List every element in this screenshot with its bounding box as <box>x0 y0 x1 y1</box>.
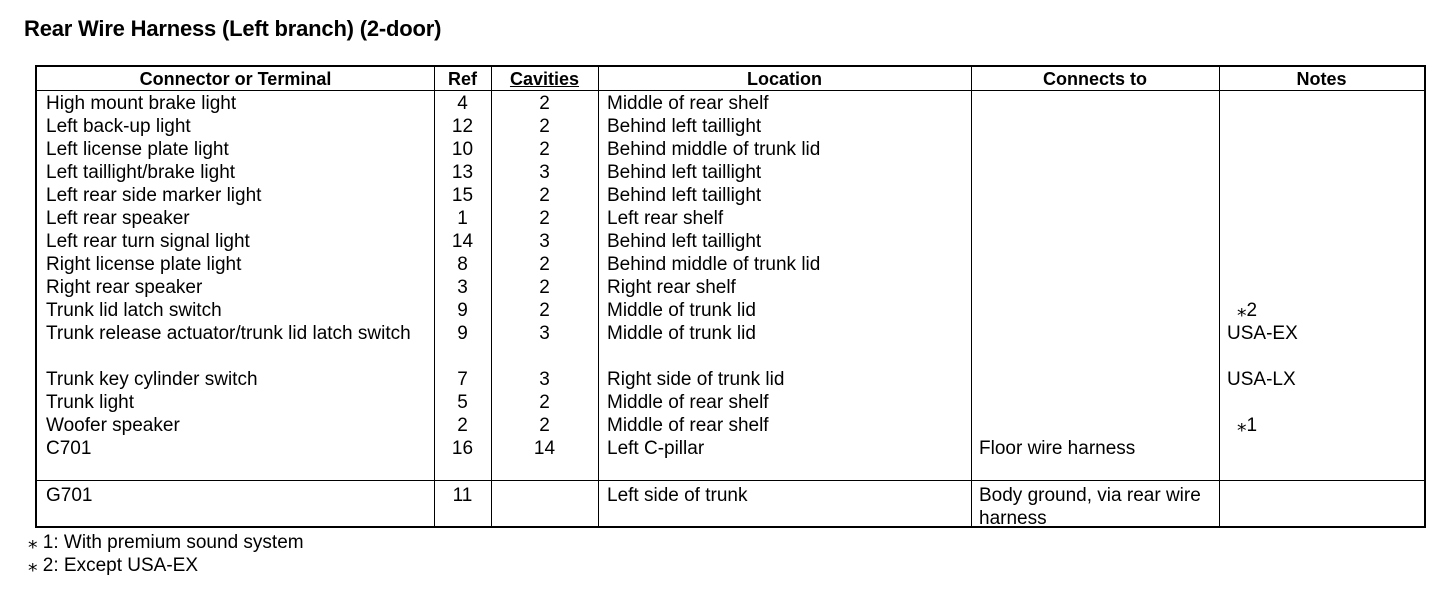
cell-cavities: 3 <box>539 162 550 183</box>
cell-cavities: 2 <box>539 139 550 160</box>
cell-cavities: 3 <box>539 231 550 252</box>
column-divider <box>971 67 972 526</box>
cell-connector: C701 <box>46 438 92 459</box>
cell-ref: 16 <box>451 438 474 459</box>
cell-location: Behind left taillight <box>607 185 762 206</box>
footnote-2: ⁎ 2: Except USA-EX <box>28 555 199 576</box>
column-divider <box>1219 67 1220 526</box>
cell-connector: Woofer speaker <box>46 415 180 436</box>
cell-connector: Left back-up light <box>46 116 191 137</box>
page-title: Rear Wire Harness (Left branch) (2-door) <box>24 16 442 41</box>
column-divider <box>598 67 599 526</box>
connector-table <box>35 65 1426 528</box>
cell-connector: Trunk key cylinder switch <box>46 369 258 390</box>
cell-connector: High mount brake light <box>46 93 237 114</box>
cell-location: Middle of rear shelf <box>607 93 769 114</box>
cell-connector: Right license plate light <box>46 254 242 275</box>
cell-ref: 10 <box>451 139 474 160</box>
row-divider <box>37 480 1424 481</box>
header-connects-to: Connects to <box>1042 69 1147 89</box>
cell-location: Middle of rear shelf <box>607 392 769 413</box>
cell-location: Right rear shelf <box>607 277 736 298</box>
cell-location: Middle of trunk lid <box>607 300 756 321</box>
cell-connects: Body ground, via rear wire harness <box>979 485 1201 529</box>
header-location: Location <box>747 69 822 89</box>
cell-cavities: 2 <box>539 93 550 114</box>
cell-cavities: 2 <box>539 254 550 275</box>
cell-connector: Right rear speaker <box>46 277 203 298</box>
cell-location: Behind middle of trunk lid <box>607 254 821 275</box>
cell-cavities: 2 <box>539 300 550 321</box>
cell-ref: 7 <box>457 369 468 390</box>
cell-ref: 5 <box>457 392 468 413</box>
cell-ref: 4 <box>457 93 468 114</box>
cell-ref: 8 <box>457 254 468 275</box>
cell-notes: ⁎1 <box>1237 415 1258 436</box>
cell-cavities: 2 <box>539 208 550 229</box>
cell-ref: 3 <box>457 277 468 298</box>
cell-connector: Trunk lid latch switch <box>46 300 222 321</box>
cell-ref: 11 <box>452 485 473 506</box>
cell-connects: Floor wire harness <box>979 438 1136 459</box>
cell-location: Middle of rear shelf <box>607 415 769 436</box>
header-notes: Notes <box>1296 69 1347 89</box>
header-cavities: Cavities <box>509 69 580 89</box>
header-connector: Connector or Terminal <box>139 69 332 89</box>
cell-ref: 14 <box>451 231 474 252</box>
cell-connector: G701 <box>46 485 93 506</box>
cell-connector: Trunk light <box>46 392 134 413</box>
cell-location: Left C-pillar <box>607 438 705 459</box>
cell-ref: 9 <box>457 323 468 344</box>
cell-location: Left side of trunk <box>607 485 748 506</box>
cell-location: Behind left taillight <box>607 231 762 252</box>
cell-location: Right side of trunk lid <box>607 369 785 390</box>
cell-connector: Left rear turn signal light <box>46 231 250 252</box>
cell-cavities: 2 <box>539 392 550 413</box>
cell-ref: 12 <box>451 116 474 137</box>
cell-location: Behind left taillight <box>607 116 762 137</box>
cell-cavities: 2 <box>539 277 550 298</box>
cell-notes: USA-EX <box>1227 323 1298 344</box>
cell-ref: 13 <box>451 162 474 183</box>
footnote-1: ⁎ 1: With premium sound system <box>28 532 304 553</box>
cell-notes: ⁎2 <box>1237 300 1258 321</box>
cell-ref: 1 <box>457 208 468 229</box>
cell-location: Left rear shelf <box>607 208 724 229</box>
cell-location: Behind left taillight <box>607 162 762 183</box>
cell-cavities: 3 <box>539 369 550 390</box>
cell-cavities: 3 <box>539 323 550 344</box>
cell-cavities: 2 <box>539 415 550 436</box>
header-ref: Ref <box>447 69 477 89</box>
cell-cavities: 2 <box>539 185 550 206</box>
cell-ref: 2 <box>457 415 468 436</box>
cell-location: Behind middle of trunk lid <box>607 139 821 160</box>
cell-ref: 15 <box>451 185 474 206</box>
cell-connector: Trunk release actuator/trunk lid latch switch <box>46 323 411 344</box>
cell-connector: Left rear speaker <box>46 208 190 229</box>
cell-cavities: 14 <box>533 438 556 459</box>
cell-connector: Left license plate light <box>46 139 229 160</box>
cell-notes: USA-LX <box>1227 369 1296 390</box>
cell-connector: Left rear side marker light <box>46 185 262 206</box>
cell-ref: 9 <box>457 300 468 321</box>
cell-connector: Left taillight/brake light <box>46 162 236 183</box>
cell-location: Middle of trunk lid <box>607 323 756 344</box>
cell-cavities: 2 <box>539 116 550 137</box>
